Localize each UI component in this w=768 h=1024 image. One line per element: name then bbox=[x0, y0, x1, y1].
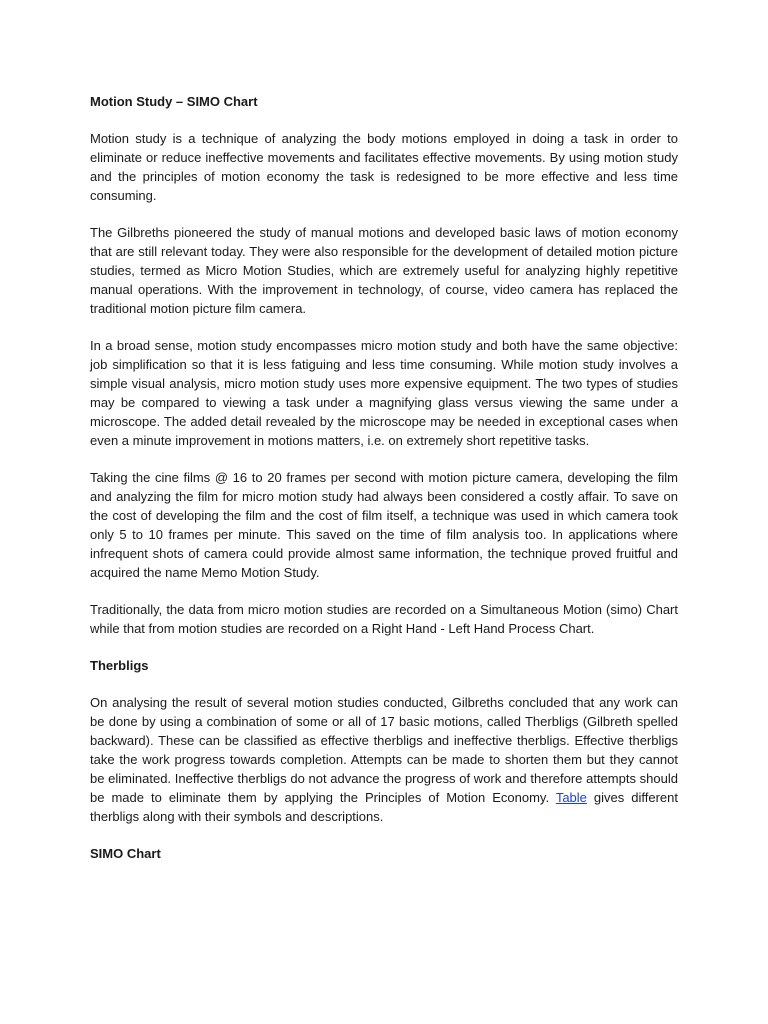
therbligs-text-after-link: gives different therbligs along with their symbols and descriptions. bbox=[90, 790, 678, 824]
therbligs-text-before-link: On analysing the result of several motion studies conducted, Gilbreths concluded that any work can be done by using a combination of some or all of 17 basic motions, called Therbligs (Gilbreth spelled backward). These can be classified as effective therbligs and ineffective therbligs. Effective therbligs take the work progress towards completion. Attempts can be made to shorten them but they cannot be eliminated. Ineffective therbligs do not advance the progress of work and therefore attempts should be made to eliminate them by applying the Principles of Motion Economy. bbox=[90, 695, 678, 805]
paragraph-motion-study-definition: Motion study is a technique of analyzing the body motions employed in doing a task in order to eliminate or reduce ineffective movements and facilitates effective movements. By using motion study and the principles of motion economy the task is redesigned to be more effective and less time consuming. bbox=[90, 131, 678, 203]
document-body bbox=[90, 92, 678, 881]
paragraph-therbligs bbox=[90, 693, 678, 826]
simo-chart-heading: SIMO Chart bbox=[90, 846, 161, 861]
paragraph-gilbreths: The Gilbreths pioneered the study of manual motions and developed basic laws of motion economy that are still relevant today. They were also responsible for the development of detailed motion picture studies, termed as Micro Motion Studies, which are extremely useful for analyzing highly repetitive manual operations. With the improvement in technology, of course, video camera has replaced the traditional motion picture film camera. bbox=[90, 225, 678, 316]
paragraph-broad-sense: In a broad sense, motion study encompasses micro motion study and both have the same objective: job simplification so that it is less fatiguing and less time consuming. While motion study involves a simple visual analysis, micro motion study uses more expensive equipment. The two types of studies may be compared to viewing a task under a magnifying glass versus viewing the same under a microscope. The added detail revealed by the microscope may be needed in exceptional cases when even a minute improvement in motions matters, i.e. on extremely short repetitive tasks. bbox=[90, 338, 678, 448]
document-title: Motion Study – SIMO Chart bbox=[90, 94, 258, 109]
therbligs-heading: Therbligs bbox=[90, 658, 149, 673]
table-link[interactable]: Table bbox=[555, 790, 587, 805]
paragraph-traditionally: Traditionally, the data from micro motion studies are recorded on a Simultaneous Motion (simo) Chart while that from motion studies are recorded on a Right Hand - Left Hand Process Chart. bbox=[90, 602, 678, 636]
paragraph-cine-films: Taking the cine films @ 16 to 20 frames per second with motion picture camera, developing the film and analyzing the film for micro motion study had always been considered a costly affair. To save on the cost of developing the film and the cost of film itself, a technique was used in which camera took only 5 to 10 frames per minute. This saved on the time of film analysis too. In applications where infrequent shots of camera could provide almost same information, the technique proved fruitful and acquired the name Memo Motion Study. bbox=[90, 470, 678, 580]
